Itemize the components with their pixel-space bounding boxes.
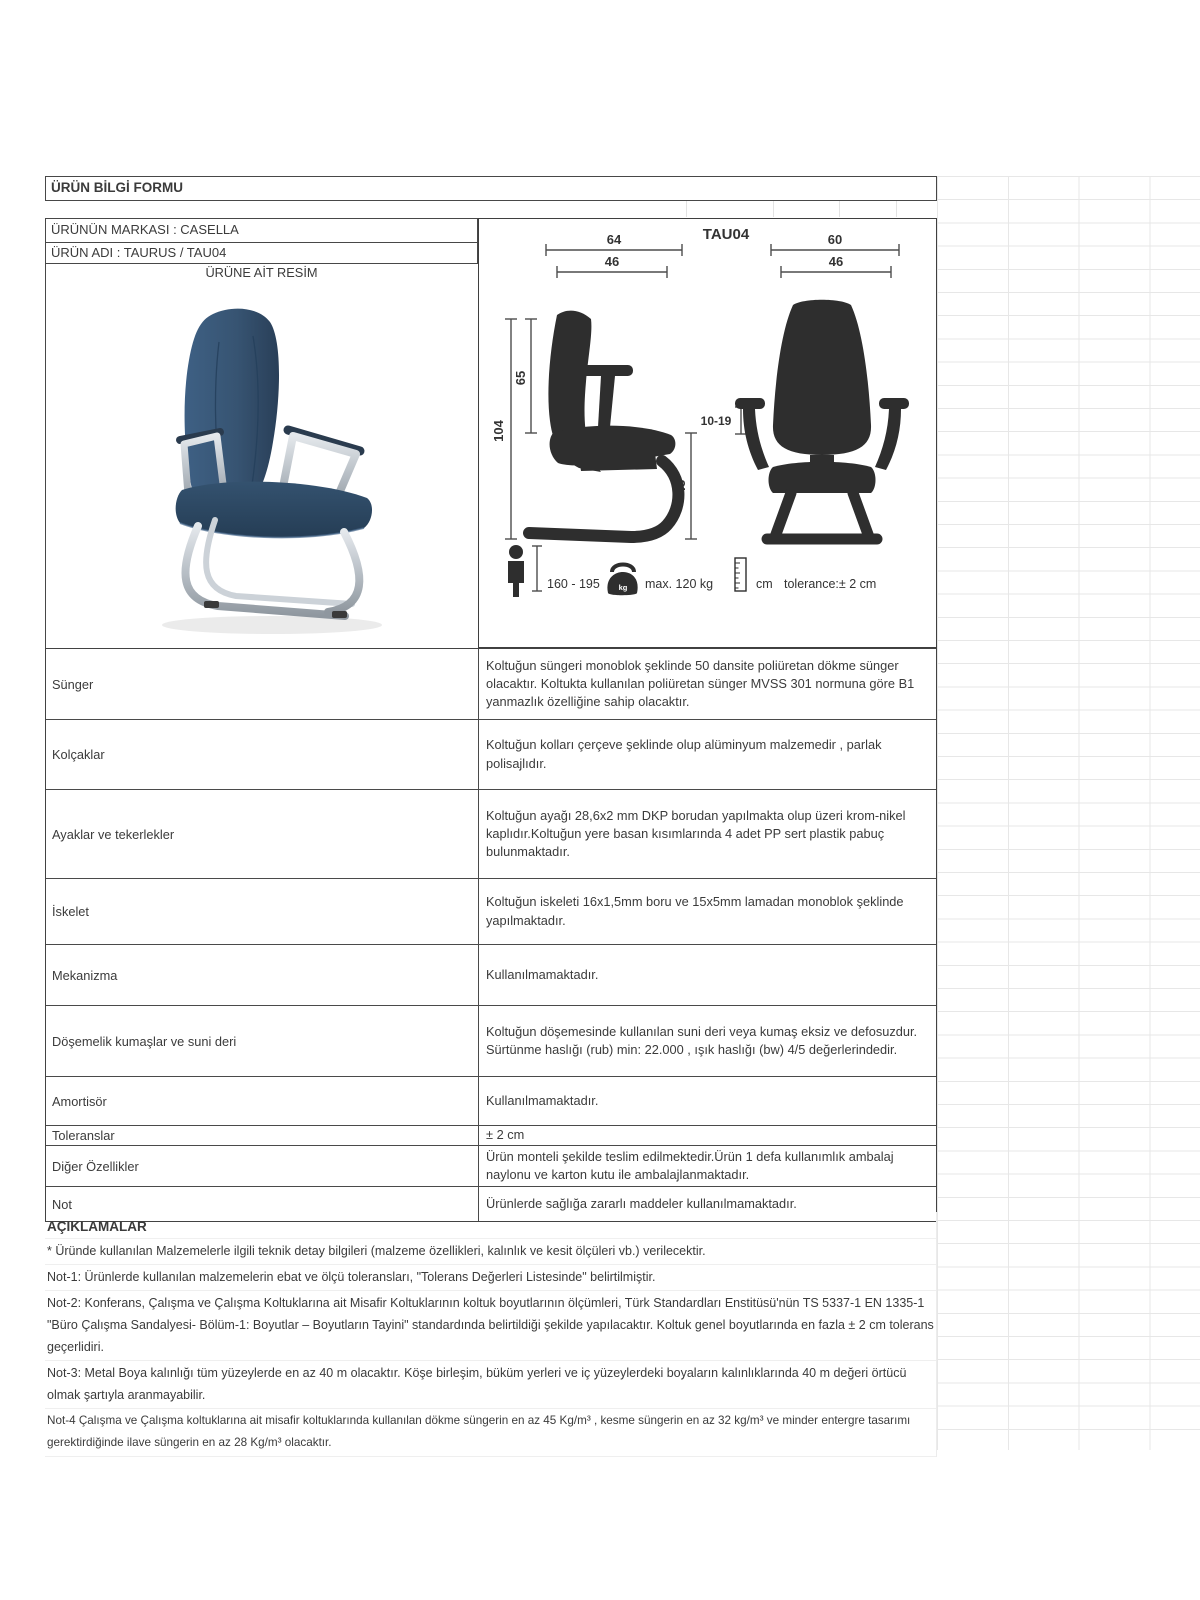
dimension-diagram-svg [479,219,936,647]
spec-label: Not [46,1187,479,1221]
max-weight-label: max. 120 kg [645,577,714,591]
dim-side-outer: 64 [606,232,622,247]
page-title-text: ÜRÜN BİLGİ FORMU [51,180,183,195]
spec-value: Koltuğun ayağı 28,6x2 mm DKP borudan yapılmakta olup üzeri krom-nikel kaplıdır.Koltuğun yere basan kısımlarında 4 adet PP sert plastik pabuç bulunmaktadır. [486,807,906,860]
table-row [46,1146,936,1187]
spec-value: ± 2 cm [486,1127,525,1143]
spec-value: Kullanılmamaktadır. [486,1092,599,1108]
note-line: Not-2: Konferans, Çalışma ve Çalışma Koltuklarına ait Misafir Koltuklarının koltuk boyutlarının ölçümleri, Türk Standardları Enstitüsü'nün TS 5337-1 EN 1335-1 "Büro Çalışma Sandalyesi- Bölüm-1: Boyutlar – Boyutların Tayini" standardında belirtildiği şekilde yapılacaktır. Koltuk genel boyutlarında en fazla ± 2 cm tolerans geçerlidiri. [45,1291,936,1361]
chair-front-view [735,300,909,539]
spec-value: Koltuğun süngeri monoblok şeklinde 50 dansite poliüretan dökme sünger olacaktır. Koltukta kullanılan poliüretan sünger MVSS 301 normuna göre B1 yanmazlık özelliğine sahip olacaktır. [486,657,915,710]
dim-front-inner: 46 [828,254,844,269]
spec-label: Amortisör [46,1077,479,1125]
spec-label: Diğer Özellikler [46,1146,479,1186]
kettlebell-weight-icon [607,565,637,596]
table-row [46,720,936,790]
note-line: Not-3: Metal Boya kalınlığı tüm yüzeylerde en az 40 m olacaktır. Köşe birleşim, büküm yerleri ve iç yüzeylerdeki boyaların kalınlıklarında 40 m değeri örtücü olmak şartıyla aranmayabilir. [45,1361,936,1409]
person-height-icon [508,545,524,597]
tolerance-label: tolerance:± 2 cm [784,577,877,591]
table-row [46,1077,936,1126]
height-measure-line [532,546,542,591]
unit-label: cm [756,577,773,591]
spec-label: Döşemelik kumaşlar ve suni deri [46,1006,479,1076]
image-caption: ÜRÜNE AİT RESİM [205,265,318,280]
notes-title: AÇIKLAMALAR [45,1212,936,1239]
spec-value: Koltuğun döşemesinde kullanılan suni deri veya kumaş eksiz ve defosuzdur. Sürtünme haslığı (rub) min: 22.000 , ışık haslığı (bw) 4/5 değerlerindedir. [486,1023,918,1057]
dim-armrest-range: 10-19 [700,414,732,428]
model-code: TAU04 [702,226,750,243]
spec-value: Ürün monteli şekilde teslim edilmektedir.Ürün 1 defa kullanımlık ambalaj naylonu ve karton kutu ile ambalajlanmaktadır. [486,1148,894,1182]
spec-label: Ayaklar ve tekerlekler [46,790,479,878]
brand-field: ÜRÜNÜN MARKASI : CASELLA [45,218,478,243]
dim-total-height: 104 [491,420,506,442]
spec-label: Mekanizma [46,945,479,1005]
chair-photo-illustration [120,284,450,644]
pictogram-row [508,545,876,597]
spec-label: Sünger [46,649,479,719]
dim-side-inner: 46 [604,254,620,269]
spec-value: Kullanılmamaktadır. [486,966,599,982]
user-height-label: 160 - 195 [547,577,600,591]
note-line: Not-1: Ürünlerde kullanılan malzemelerin ebat ve ölçü toleransları, "Tolerans Değerleri Listesinde" belirtilmiştir. [45,1265,936,1291]
spec-label: Toleranslar [46,1126,479,1145]
note-line: Not-4 Çalışma ve Çalışma koltuklarına ait misafir koltuklarında kullanılan dökme süngerin en az 45 Kg/m³ , kesme süngerin en az 32 kg/m³ ve minder entergre tasarımı gerektirdiğinde ilave süngerin en az 28 Kg/m³ olacaktır. [45,1409,936,1457]
table-row [46,649,936,720]
spec-label: İskelet [46,879,479,944]
kg-glyph: kg [618,583,628,592]
spec-value: Ürünlerde sağlığa zararlı maddeler kullanılmamaktadır. [486,1195,797,1211]
table-row [46,790,936,879]
spec-value: Koltuğun kolları çerçeve şeklinde olup alüminyum malzemedir , parlak polisajlıdır. [486,737,882,771]
product-photo [120,284,450,644]
dim-seat-height: 45 [673,479,688,495]
product-name-field: ÜRÜN ADI : TAURUS / TAU04 [45,242,478,264]
table-row [46,1126,936,1146]
table-row [46,1006,936,1077]
spec-label: Kolçaklar [46,720,479,789]
note-line: * Üründe kullanılan Malzemelerle ilgili teknik detay bilgileri (malzeme özellikleri, kalınlık ve kesit ölçüleri vb.) verilecektir. [45,1239,936,1265]
dim-back-height: 65 [513,370,528,386]
spreadsheet-margin-grid [937,176,1200,1450]
dim-front-outer: 60 [827,232,843,247]
table-row [46,945,936,1006]
table-row [46,879,936,945]
spec-table [45,648,937,1222]
chair-side-view [529,311,678,537]
notes-section [45,1212,937,1457]
dimension-diagram [478,218,937,648]
ruler-icon [735,558,746,591]
spec-value: Koltuğun iskeleti 16x1,5mm boru ve 15x5mm lamadan monoblok şeklinde yapılmaktadır. [486,894,904,928]
page-title [45,176,937,201]
